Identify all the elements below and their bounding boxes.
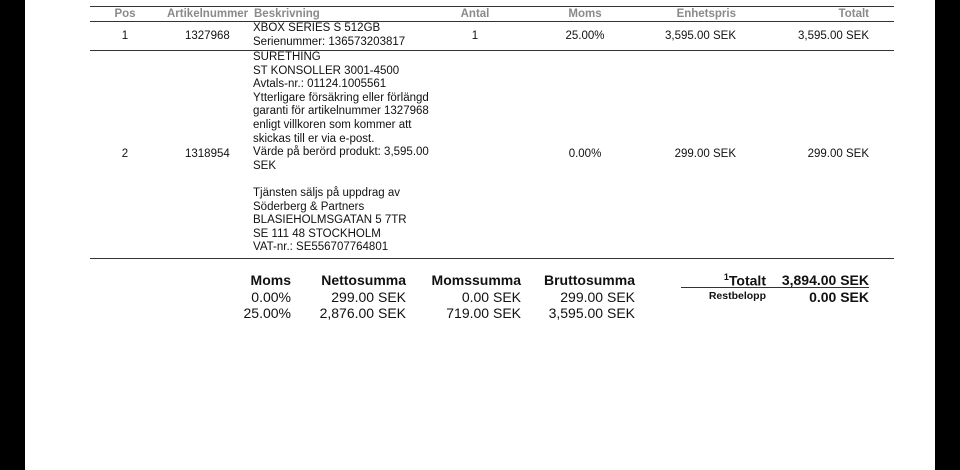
description-line bbox=[253, 173, 429, 187]
row-article: 1327968 bbox=[185, 30, 230, 42]
row-total: 3,595.00 SEK bbox=[798, 30, 869, 42]
description-line: Värde på berörd produkt: 3,595.00 bbox=[253, 146, 429, 159]
header-unit-price: Enhetspris bbox=[676, 8, 736, 20]
summary-header-vat-amount: Momssumma bbox=[431, 272, 521, 288]
header-bottom-rule bbox=[90, 21, 894, 22]
description-line: SURETHING bbox=[253, 51, 321, 63]
description-line: Ytterligare försäkring eller förlängd bbox=[253, 91, 429, 104]
summary-header-gross: Bruttosumma bbox=[543, 272, 635, 288]
description-line: SE 111 48 STOCKHOLM bbox=[253, 227, 381, 240]
summary-net: 299.00 SEK bbox=[331, 289, 406, 305]
table-bottom-rule bbox=[90, 258, 894, 259]
row-description bbox=[253, 51, 429, 255]
balance-value: 0.00 SEK bbox=[809, 289, 869, 305]
summary-vat-amount: 0.00 SEK bbox=[461, 289, 521, 305]
header-description: Beskrivning bbox=[254, 8, 320, 20]
header-pos: Pos bbox=[114, 8, 136, 20]
summary-vat-amount: 719.00 SEK bbox=[446, 305, 521, 321]
row-vat: 25.00% bbox=[565, 30, 605, 42]
summary-net: 2,876.00 SEK bbox=[319, 305, 406, 321]
total-value: 3,894.00 SEK bbox=[781, 272, 869, 288]
description-line: BLASIEHOLMSGATAN 5 7TR bbox=[253, 214, 407, 227]
row-description bbox=[253, 22, 405, 49]
header-quantity: Antal bbox=[460, 8, 490, 20]
row-pos: 2 bbox=[121, 148, 129, 160]
total-label-text: Totalt bbox=[728, 272, 766, 289]
summary-gross: 3,595.00 SEK bbox=[548, 305, 635, 321]
summary-vat: 25.00% bbox=[243, 305, 291, 321]
description-line: Avtals-nr.: 01124.1005561 bbox=[253, 78, 387, 91]
row-total: 299.00 SEK bbox=[807, 148, 869, 160]
description-line: Tjänsten säljs på uppdrag av bbox=[253, 186, 401, 199]
header-article: Artikelnummer bbox=[167, 8, 249, 20]
totals-divider bbox=[681, 287, 869, 288]
summary-header-vat: Moms bbox=[250, 272, 291, 288]
description-line: VAT-nr.: SE556707764801 bbox=[253, 241, 389, 254]
summary-gross: 299.00 SEK bbox=[560, 289, 635, 305]
invoice-page bbox=[25, 0, 935, 470]
description-line: Söderberg & Partners bbox=[253, 200, 365, 213]
description-line: SEK bbox=[253, 159, 277, 172]
row-divider bbox=[90, 50, 894, 51]
description-line: enligt villkoren som kommer att bbox=[253, 118, 412, 131]
description-line: garanti för artikelnummer 1327968 bbox=[253, 105, 429, 118]
balance-label: Restbelopp bbox=[708, 290, 766, 302]
total-footnote-marker: 1 bbox=[723, 272, 729, 282]
description-line: Serienummer: 136573203817 bbox=[253, 35, 406, 48]
row-pos: 1 bbox=[121, 30, 129, 42]
row-article: 1318954 bbox=[185, 148, 230, 160]
description-line: skickas till er via e-post. bbox=[253, 132, 375, 145]
summary-header-net: Nettosumma bbox=[321, 272, 406, 288]
table-top-rule bbox=[90, 6, 894, 7]
row-quantity: 1 bbox=[471, 30, 479, 42]
description-line: ST KONSOLLER 3001-4500 bbox=[253, 64, 400, 77]
summary-vat: 0.00% bbox=[251, 289, 291, 305]
description-line: XBOX SERIES S 512GB bbox=[253, 22, 381, 34]
header-total: Totalt bbox=[838, 8, 869, 20]
row-unit-price: 3,595.00 SEK bbox=[665, 30, 736, 42]
row-vat: 0.00% bbox=[568, 148, 602, 160]
header-vat: Moms bbox=[568, 8, 602, 20]
row-unit-price: 299.00 SEK bbox=[674, 148, 736, 160]
